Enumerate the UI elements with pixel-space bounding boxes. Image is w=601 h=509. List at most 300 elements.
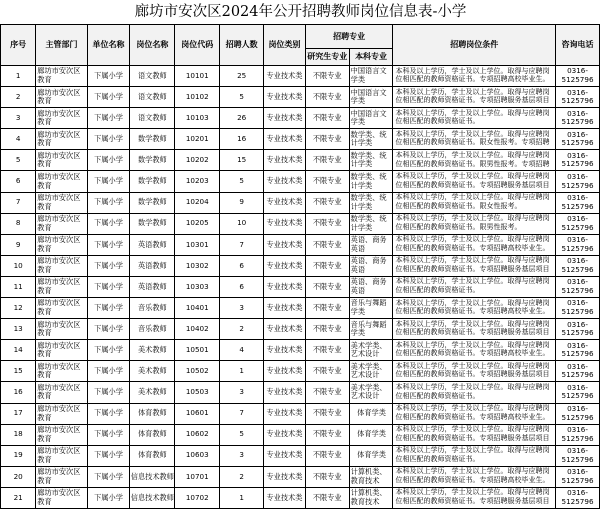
cell-post [130,340,175,361]
cell-code [175,445,220,466]
cell-grad-major-text: 不限专业 [312,344,342,354]
cell-dept-text: 廊坊市安次区教育 [37,277,81,295]
cell-conditions [393,319,556,340]
cell-type-text: 专业技术类 [266,218,303,228]
cell-grad-major [305,66,349,87]
cell-phone [556,66,600,87]
cell-post [130,213,175,234]
cell-undergrad-major-text: 体育学类 [357,429,386,439]
cell-code-text: 10603 [185,450,209,460]
table-row [1,234,600,255]
cell-count [220,276,264,297]
cell-conditions-text: 本科及以上学历，学士及以上学位。取得与应聘岗位相匹配的教师资格证书。专项招聘服务基层项目 [395,319,550,337]
cell-code-text: 10702 [185,492,209,502]
cell-grad-major-text: 不限专业 [312,450,342,460]
cell-grad-major-text: 不限专业 [312,112,342,122]
cell-phone-text: 0316-5125796 [561,298,594,317]
cell-type-text: 专业技术类 [266,471,303,481]
cell-unit [87,213,130,234]
cell-post [130,382,175,403]
cell-post [130,361,175,382]
cell-unit [87,234,130,255]
cell-seq-text: 9 [15,239,21,249]
cell-type-text: 专业技术类 [266,344,303,354]
cell-grad-major [305,150,349,171]
cell-count [220,424,264,445]
cell-phone-text: 0316-5125796 [561,129,594,148]
table-row [1,424,600,445]
cell-grad-major-text: 不限专业 [312,471,342,481]
cell-unit-text: 下属小学 [94,70,123,80]
cell-dept-text: 廊坊市安次区教育 [37,193,81,211]
table-row [1,361,600,382]
cell-undergrad-major [349,445,393,466]
cell-count [220,445,264,466]
cell-type [264,150,306,171]
cell-undergrad-major-text: 中国语言文学类 [350,108,387,127]
cell-unit [87,150,130,171]
cell-dept-text: 廊坊市安次区教育 [37,129,81,148]
cell-conditions-text: 本科及以上学历，学士及以上学位。取得与应聘岗位相匹配的教师资格证书。专项招聘高校毕业生。 [395,467,550,484]
cell-count [220,171,264,192]
cell-grad-major [305,87,349,108]
cell-grad-major [305,361,349,382]
cell-unit [87,466,130,487]
cell-count-text: 7 [239,408,244,418]
cell-code [175,403,220,424]
cell-phone [556,192,600,213]
cell-post-text: 体育教师 [137,408,167,418]
cell-conditions-text: 本科及以上学历，学士及以上学位。取得与应聘岗位相匹配的教师资格证书。专项招聘服务基层项目 [395,488,550,506]
cell-type [264,340,306,361]
cell-conditions [393,403,556,424]
cell-unit-text: 下属小学 [94,429,123,439]
cell-undergrad-major [349,213,393,234]
cell-phone-text: 0316-5125796 [561,66,594,85]
cell-seq [1,382,36,403]
page-title: 廊坊市安次区2024年公开招聘教师岗位信息表-小学 [134,4,467,20]
header-seq: 序号 [1,25,36,66]
cell-grad-major-text: 不限专业 [312,197,342,207]
cell-undergrad-major-text: 中国语言文学类 [350,87,387,106]
header-phone: 咨询电话 [556,25,600,66]
cell-count [220,361,264,382]
cell-dept-text: 廊坊市安次区教育 [37,488,81,506]
cell-count-text: 10 [237,218,247,228]
table-row [1,403,600,424]
cell-undergrad-major-text: 英语、商务英语 [350,277,387,295]
cell-dept [36,66,87,87]
cell-undergrad-major [349,129,393,150]
cell-count-text: 5 [239,429,244,439]
cell-code [175,466,220,487]
cell-undergrad-major [349,87,393,108]
cell-post [130,424,175,445]
cell-phone-text: 0316-5125796 [561,150,594,169]
cell-type [264,487,306,508]
cell-phone-text: 0316-5125796 [561,382,594,401]
cell-type [264,403,306,424]
cell-conditions [393,382,556,403]
cell-type [264,171,306,192]
cell-undergrad-major [349,403,393,424]
cell-unit [87,108,130,129]
cell-seq-text: 6 [15,176,21,186]
cell-dept [36,466,87,487]
cell-phone [556,234,600,255]
cell-post-text: 语文教师 [137,91,167,101]
cell-dept-text: 廊坊市安次区教育 [37,340,81,359]
cell-conditions [393,276,556,297]
cell-post-text: 美术教师 [137,366,167,376]
cell-code-text: 10501 [185,344,209,354]
cell-grad-major [305,445,349,466]
cell-seq [1,234,36,255]
cell-seq-text: 4 [15,134,21,144]
cell-count [220,466,264,487]
cell-conditions [393,487,556,508]
cell-code [175,424,220,445]
cell-post [130,466,175,487]
cell-type [264,298,306,319]
cell-count-text: 6 [239,260,244,270]
cell-phone-text: 0316-5125796 [561,467,594,485]
cell-grad-major-text: 不限专业 [312,91,342,101]
cell-phone-text: 0316-5125796 [561,277,594,295]
cell-seq-text: 18 [13,429,23,439]
cell-post [130,298,175,319]
cell-seq-text: 1 [15,70,21,80]
cell-seq [1,340,36,361]
header-undergrad-major: 本科专业 [349,49,393,66]
cell-conditions [393,66,556,87]
cell-count [220,150,264,171]
cell-phone [556,403,600,424]
cell-code [175,108,220,129]
cell-post-text: 语文教师 [137,70,167,80]
cell-phone-text: 0316-5125796 [561,425,594,443]
cell-grad-major [305,255,349,276]
cell-phone-text: 0316-5125796 [561,404,594,422]
cell-unit [87,319,130,340]
cell-type-text: 专业技术类 [266,112,303,122]
cell-count [220,319,264,340]
cell-type-text: 专业技术类 [266,302,303,312]
cell-seq [1,424,36,445]
cell-seq [1,171,36,192]
cell-conditions-text: 本科及以上学历，学士及以上学位。取得与应聘岗位相匹配的教师资格证书。专项招聘高校毕业生。 [395,340,550,358]
cell-count [220,108,264,129]
cell-type [264,319,306,340]
cell-conditions-text: 本科及以上学历，学士及以上学位。取得与应聘岗位相匹配的教师资格证书。 [395,382,550,400]
cell-code [175,298,220,319]
cell-dept [36,298,87,319]
header-count: 招聘人数 [220,25,264,66]
cell-post-text: 数学教师 [137,176,167,186]
cell-count-text: 6 [239,281,244,291]
cell-seq [1,66,36,87]
cell-phone-text: 0316-5125796 [561,214,594,232]
cell-grad-major-text: 不限专业 [312,492,342,502]
cell-type-text: 专业技术类 [266,408,303,418]
cell-phone-text: 0316-5125796 [561,446,594,464]
cell-dept [36,171,87,192]
cell-dept-text: 廊坊市安次区教育 [37,87,81,106]
cell-code-text: 10302 [185,260,209,270]
cell-unit-text: 下属小学 [94,408,123,418]
cell-undergrad-major-text: 中国语言文学类 [350,66,387,85]
cell-dept [36,424,87,445]
cell-post-text: 体育教师 [137,429,167,439]
cell-dept-text: 廊坊市安次区教育 [37,298,81,317]
cell-seq [1,255,36,276]
cell-type [264,445,306,466]
cell-conditions [393,340,556,361]
table-row [1,487,600,508]
cell-conditions-text: 本科及以上学历，学士及以上学位。取得与应聘岗位相匹配的教师资格证书。专项招聘服务基层项目 [395,425,550,442]
cell-unit-text: 下属小学 [94,155,123,165]
cell-grad-major [305,276,349,297]
cell-unit [87,424,130,445]
cell-seq-text: 5 [15,155,21,165]
cell-unit-text: 下属小学 [94,260,123,270]
cell-seq-text: 15 [13,366,23,376]
cell-grad-major [305,382,349,403]
table-row [1,213,600,234]
cell-dept-text: 廊坊市安次区教育 [37,404,81,422]
cell-undergrad-major-text: 体育学类 [357,450,386,460]
cell-conditions [393,361,556,382]
cell-post-text: 英语教师 [137,239,167,249]
cell-undergrad-major [349,66,393,87]
cell-code-text: 10201 [185,134,209,144]
cell-phone-text: 0316-5125796 [561,193,594,211]
cell-code [175,129,220,150]
cell-phone-text: 0316-5125796 [561,256,594,274]
cell-dept-text: 廊坊市安次区教育 [37,235,81,253]
cell-undergrad-major [349,424,393,445]
cell-code-text: 10401 [185,302,209,312]
cell-seq [1,213,36,234]
cell-dept-text: 廊坊市安次区教育 [37,172,81,190]
cell-seq-text: 19 [13,450,23,460]
cell-seq [1,129,36,150]
cell-type-text: 专业技术类 [266,387,303,397]
cell-code [175,87,220,108]
cell-type [264,234,306,255]
table-row [1,466,600,487]
cell-grad-major [305,340,349,361]
cell-count [220,487,264,508]
cell-seq [1,466,36,487]
table-header [1,25,600,66]
cell-seq [1,487,36,508]
cell-conditions-text: 本科及以上学历，学士及以上学位。取得与应聘岗位相匹配的教师资格证书。专项招聘服务基层项目 [395,256,550,273]
cell-post-text: 英语教师 [137,281,167,291]
cell-conditions-text: 本科及以上学历，学士及以上学位。取得与应聘岗位相匹配的教师资格证书。专项招聘高校毕业生。 [395,298,550,316]
cell-undergrad-major [349,298,393,319]
cell-type-text: 专业技术类 [266,176,303,186]
cell-undergrad-major-text: 计算机类、教育技术 [350,488,387,506]
table-row [1,382,600,403]
cell-undergrad-major [349,276,393,297]
cell-undergrad-major [349,361,393,382]
cell-type [264,276,306,297]
cell-grad-major [305,487,349,508]
cell-post [130,276,175,297]
cell-count [220,192,264,213]
header-major-group: 招聘专业 [305,25,393,49]
cell-undergrad-major [349,171,393,192]
cell-conditions [393,192,556,213]
cell-undergrad-major [349,255,393,276]
cell-grad-major-text: 不限专业 [312,260,342,270]
cell-grad-major-text: 不限专业 [312,408,342,418]
cell-dept-text: 廊坊市安次区教育 [37,150,81,169]
cell-seq-text: 12 [13,302,23,312]
cell-undergrad-major [349,487,393,508]
cell-conditions-text: 本科及以上学历，学士及以上学位。取得与应聘岗位相匹配的教师资格证书。限男性报考。 [395,214,550,231]
cell-unit-text: 下属小学 [94,176,123,186]
cell-seq [1,319,36,340]
table-row [1,108,600,129]
cell-dept-text: 廊坊市安次区教育 [37,256,81,274]
cell-dept [36,361,87,382]
cell-code-text: 10601 [185,408,209,418]
cell-post [130,150,175,171]
cell-seq [1,276,36,297]
cell-seq-text: 13 [13,323,23,333]
cell-count-text: 4 [239,344,244,354]
cell-dept-text: 廊坊市安次区教育 [37,467,81,485]
cell-conditions [393,213,556,234]
cell-post [130,87,175,108]
cell-code-text: 10602 [185,429,209,439]
cell-seq-text: 10 [13,260,23,270]
cell-seq-text: 14 [13,344,23,354]
cell-dept [36,255,87,276]
cell-seq [1,298,36,319]
cell-grad-major-text: 不限专业 [312,155,342,165]
cell-conditions [393,150,556,171]
cell-unit [87,445,130,466]
cell-undergrad-major [349,382,393,403]
cell-unit [87,276,130,297]
cell-type [264,213,306,234]
cell-phone-text: 0316-5125796 [561,235,594,253]
cell-code-text: 10701 [185,471,209,481]
cell-unit [87,382,130,403]
cell-post [130,403,175,424]
cell-seq-text: 11 [13,281,23,291]
cell-dept-text: 廊坊市安次区教育 [37,108,81,127]
cell-unit-text: 下属小学 [94,218,123,228]
cell-seq [1,445,36,466]
cell-unit-text: 下属小学 [94,323,123,333]
cell-unit [87,171,130,192]
cell-unit-text: 下属小学 [94,239,123,249]
cell-type [264,87,306,108]
cell-code [175,234,220,255]
cell-undergrad-major-text: 数学类、统计学类 [350,172,387,190]
cell-seq-text: 20 [13,471,23,481]
cell-undergrad-major-text: 英语、商务英语 [350,256,387,274]
cell-undergrad-major [349,150,393,171]
cell-dept [36,192,87,213]
cell-post-text: 音乐教师 [137,302,167,312]
cell-code [175,192,220,213]
cell-count-text: 26 [237,112,247,122]
cell-type-text: 专业技术类 [266,70,303,80]
cell-grad-major [305,213,349,234]
cell-dept [36,87,87,108]
cell-phone [556,340,600,361]
cell-phone [556,255,600,276]
cell-post [130,319,175,340]
cell-seq-text: 8 [15,218,21,228]
cell-phone [556,276,600,297]
table-body [1,66,600,509]
cell-code-text: 10503 [185,387,209,397]
cell-seq [1,87,36,108]
header-post: 岗位名称 [130,25,175,66]
cell-conditions-text: 本科及以上学历，学士及以上学位。取得与应聘岗位相匹配的教师资格证书。 [395,277,550,295]
cell-seq [1,361,36,382]
cell-grad-major [305,298,349,319]
cell-grad-major-text: 不限专业 [312,429,342,439]
cell-grad-major [305,192,349,213]
cell-grad-major [305,108,349,129]
cell-conditions [393,87,556,108]
cell-grad-major-text: 不限专业 [312,387,342,397]
cell-count-text: 2 [239,323,244,333]
cell-post-text: 数学教师 [137,155,167,165]
cell-type [264,361,306,382]
cell-conditions-text: 本科及以上学历，学士及以上学位。取得与应聘岗位相匹配的教师资格证书。限女性报考。专项招聘 [395,129,550,147]
cell-type [264,108,306,129]
cell-count-text: 9 [239,197,244,207]
cell-dept [36,487,87,508]
cell-conditions [393,171,556,192]
cell-unit [87,340,130,361]
table-row [1,192,600,213]
cell-undergrad-major [349,234,393,255]
cell-unit-text: 下属小学 [94,197,123,207]
cell-undergrad-major-text: 美术学类、艺术设计 [350,382,387,401]
table-row [1,129,600,150]
cell-dept [36,108,87,129]
cell-conditions-text: 本科及以上学历，学士及以上学位。取得与应聘岗位相匹配的教师资格证书。限女性报考。 [395,193,550,210]
cell-post-text: 美术教师 [137,344,167,354]
cell-phone [556,171,600,192]
cell-undergrad-major-text: 美术学类、艺术设计 [350,361,387,380]
cell-grad-major [305,234,349,255]
cell-undergrad-major-text: 美术学类、艺术设计 [350,340,387,359]
cell-post [130,487,175,508]
cell-undergrad-major [349,340,393,361]
cell-code [175,340,220,361]
cell-post-text: 体育教师 [137,450,167,460]
cell-unit-text: 下属小学 [94,492,123,502]
cell-dept [36,319,87,340]
cell-type [264,192,306,213]
cell-post [130,108,175,129]
cell-type-text: 专业技术类 [266,492,303,502]
cell-count [220,340,264,361]
cell-phone-text: 0316-5125796 [561,361,594,380]
cell-type-text: 专业技术类 [266,155,303,165]
cell-unit-text: 下属小学 [94,281,123,291]
